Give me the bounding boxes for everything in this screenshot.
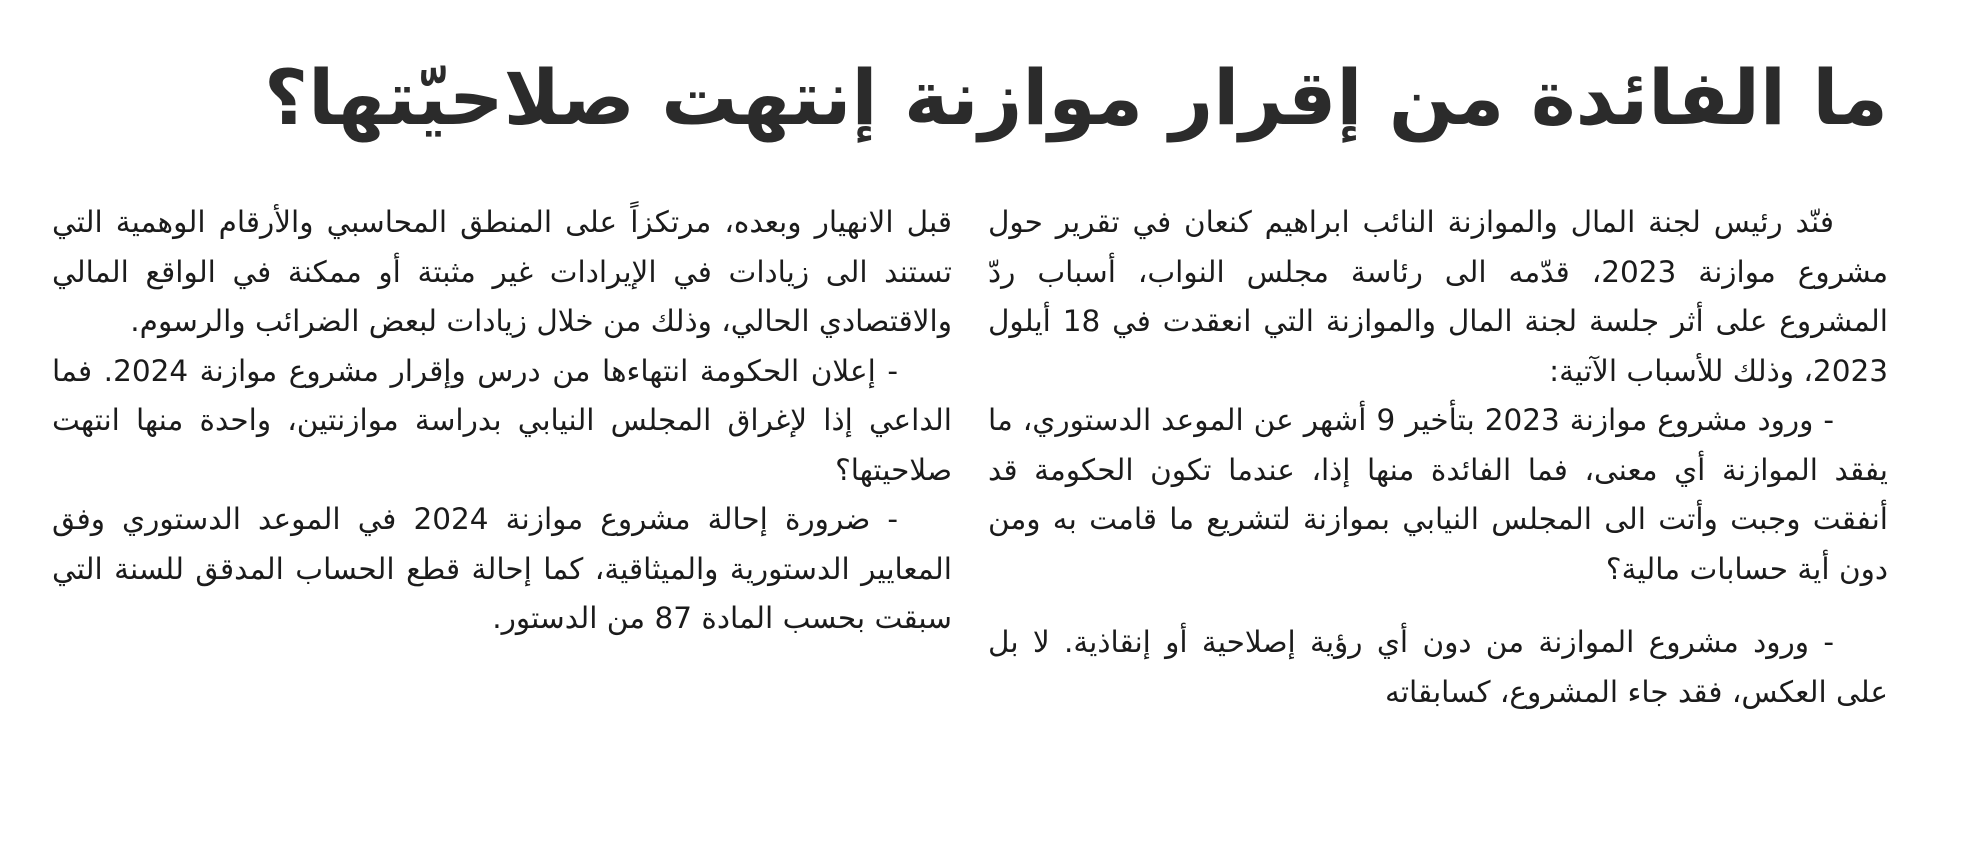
- paragraph-continuation: قبل الانهيار وبعده، مرتكزاً على المنطق المحاسبي والأرقام الوهمية التي تستند الى زيادات في الإيرادات غير مثبتة أو ممكنة في الواقع المالي والاقتصادي الحالي، وذلك من خلال زيادات لبعض الضرائب والرسوم.: [52, 205, 952, 338]
- paragraph-reason-delay: - ورود مشروع موازنة 2023 بتأخير 9 أشهر عن الموعد الدستوري، ما يفقد الموازنة أي معنى، فما الفائدة منها إذا، عندما تكون الحكومة قد أنفقت وجبت وأتت الى المجلس النيابي بموازنة لتشريع ما قامت به ومن دون أية حسابات مالية؟: [988, 403, 1888, 586]
- article-column-right: [988, 198, 1888, 798]
- article-headline: ما الفائدة من إقرار موازنة إنتهت صلاحيّتها؟: [264, 53, 1888, 142]
- paragraph-reason-2024-budget: - إعلان الحكومة انتهاءها من درس وإقرار مشروع موازنة 2024. فما الداعي إذا لإغراق المجلس النيابي بدراسة موازنتين، واحدة منها انتهت صلاحيتها؟: [52, 353, 952, 487]
- article-column-left: [52, 198, 952, 798]
- paragraph-reason-constitutional: - ضرورة إحالة مشروع موازنة 2024 في الموعد الدستوري وفق المعايير الدستورية والميثاقية، كما إحالة قطع الحساب المدقق للسنة التي سبقت بحسب المادة 87 من الدستور.: [52, 502, 952, 635]
- paragraph-reason-no-reform: - ورود مشروع الموازنة من دون أي رؤية إصلاحية أو إنقاذية. لا بل على العكس، فقد جاء المشروع، كسابقاته: [988, 625, 1888, 709]
- paragraph-intro: فنّد رئيس لجنة المال والموازنة النائب ابراهيم كنعان في تقرير حول مشروع موازنة 2023، قدّمه الى رئاسة مجلس النواب، أسباب ردّ المشروع على أثر جلسة لجنة المال والموازنة التي انعقدت في 18 أيلول 2023، وذلك للأسباب الآتية:: [988, 205, 1888, 388]
